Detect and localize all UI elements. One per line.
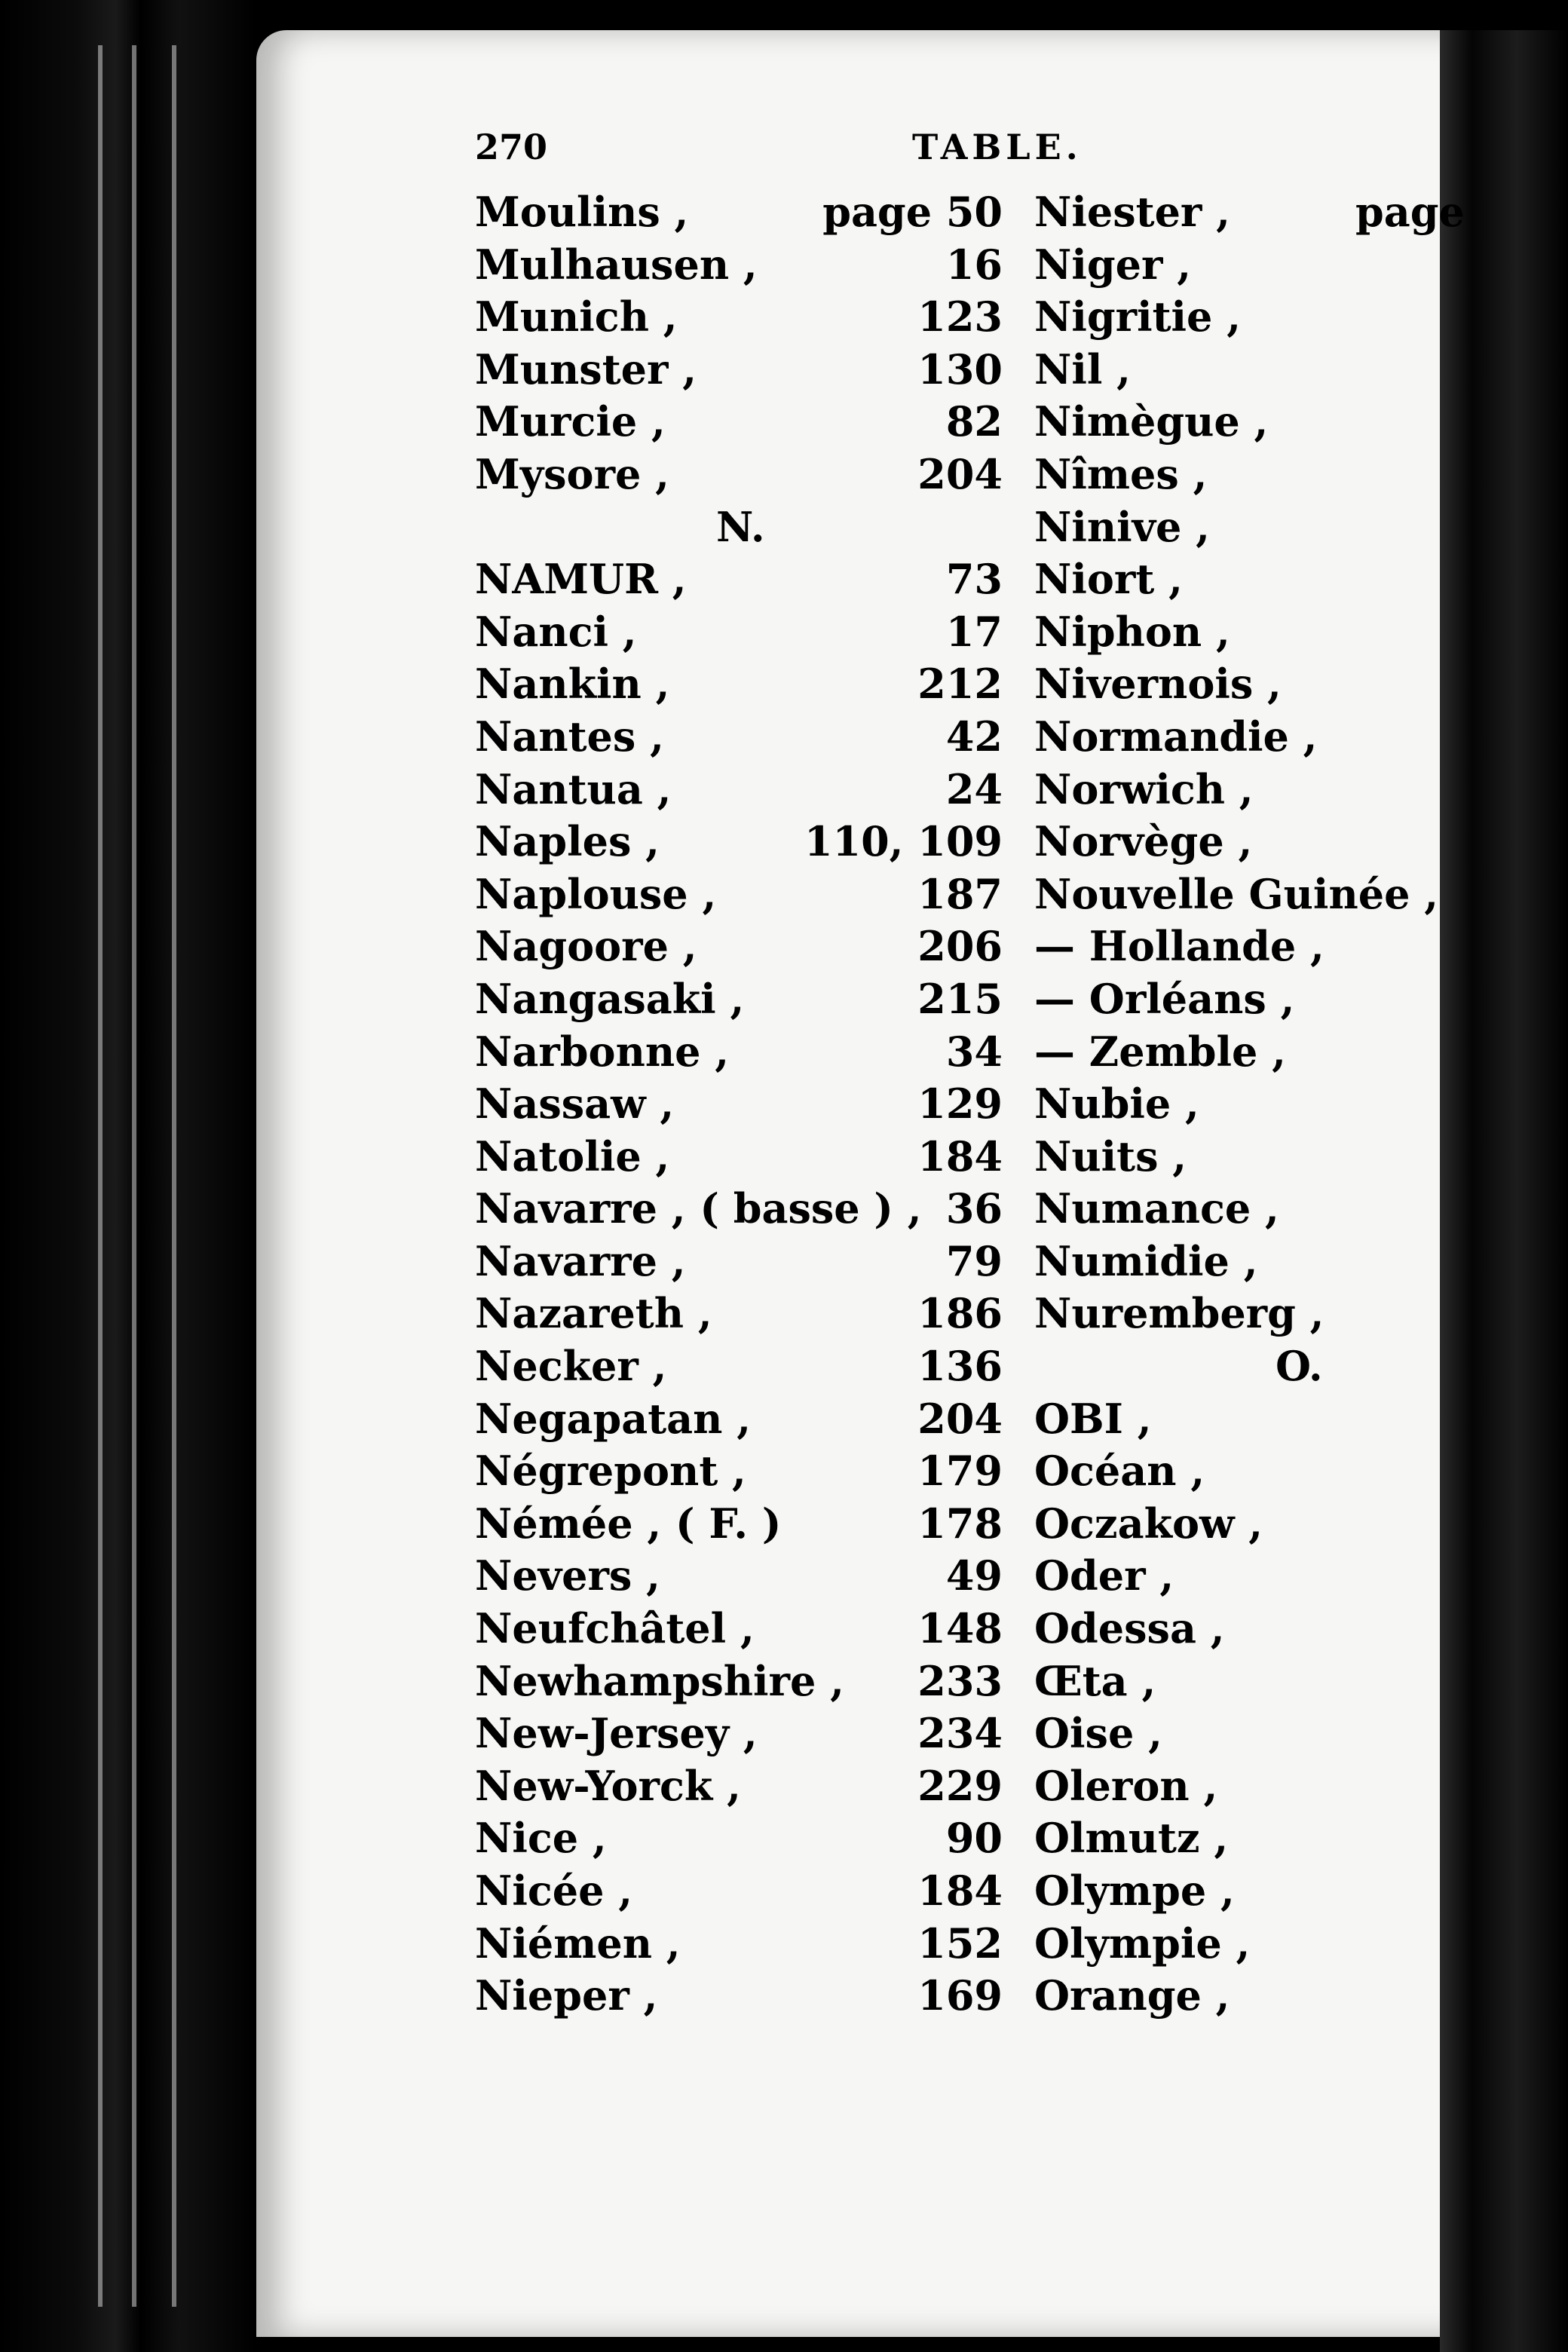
entry-page-number: 229 — [917, 1761, 1003, 1810]
index-entry — [475, 1236, 1003, 1288]
index-entry — [475, 1760, 1003, 1813]
entry-page-number: 90 — [945, 1814, 1003, 1863]
entry-name: Olympe , — [1034, 1867, 1235, 1915]
entry-name: Nigritie , — [1034, 292, 1242, 341]
entry-name: Nantes , — [475, 712, 664, 761]
index-entry — [475, 606, 1003, 659]
entry-name: Nuits , — [1034, 1132, 1187, 1181]
index-entry — [475, 764, 1003, 816]
index-entry — [475, 449, 1003, 501]
entry-page-number: 184 — [917, 1867, 1003, 1915]
entry-name: Navarre , ( basse ) , — [475, 1184, 922, 1233]
entry-name: Nouvelle Guinée , — [1034, 869, 1439, 918]
entry-name: N. — [716, 502, 765, 551]
entry-page-number: 24 — [945, 764, 1003, 813]
entry-page-number: page — [1355, 188, 1465, 236]
entry-name: Nuremberg , — [1034, 1289, 1325, 1338]
entry-page-number: 169 — [917, 1971, 1003, 2020]
index-entry — [1034, 1603, 1445, 1655]
index-entry — [1034, 1970, 1445, 2023]
index-entry — [1034, 973, 1445, 1026]
index-entry — [475, 658, 1003, 711]
entry-name: Négrepont , — [475, 1447, 746, 1496]
entry-name: Naples , — [475, 817, 660, 866]
entry-name: Oder , — [1034, 1551, 1174, 1600]
entry-name: Olympie , — [1034, 1919, 1251, 1968]
entry-name: Nankin , — [475, 660, 670, 709]
index-entry — [1034, 291, 1445, 344]
index-entry — [1034, 1445, 1445, 1498]
index-entry — [1034, 1236, 1445, 1288]
entry-name: Nagoore , — [475, 922, 697, 971]
index-entry — [1034, 1498, 1445, 1551]
entry-name: New-Jersey , — [475, 1709, 758, 1758]
entry-page-number: 233 — [917, 1656, 1003, 1705]
entry-name: — Hollande , — [1034, 922, 1325, 971]
entry-page-number: 49 — [945, 1551, 1003, 1600]
index-entry — [475, 1445, 1003, 1498]
entry-name: Oczakow , — [1034, 1499, 1263, 1548]
index-entry — [1034, 658, 1445, 711]
index-entry — [1034, 1183, 1445, 1236]
index-entry — [1034, 344, 1445, 397]
entry-page-number: 17 — [945, 607, 1003, 656]
entry-name: Nice , — [475, 1814, 607, 1863]
entry-page-number: 206 — [917, 922, 1003, 971]
entry-name: Nanci , — [475, 607, 637, 656]
index-entry — [1034, 816, 1445, 868]
index-entry — [1034, 606, 1445, 659]
page-header — [475, 127, 1455, 172]
section-letter-heading — [1034, 1340, 1445, 1393]
entry-name: Mulhausen , — [475, 240, 758, 289]
entry-page-number: 16 — [945, 240, 1003, 289]
index-entry — [1034, 764, 1445, 816]
index-entry — [475, 1550, 1003, 1603]
entry-page-number: 82 — [945, 397, 1003, 446]
index-entry — [1034, 1393, 1445, 1446]
page-number: 270 — [475, 127, 548, 167]
index-entry — [475, 1918, 1003, 1971]
entry-name: Orange , — [1034, 1971, 1230, 2020]
entry-name: Nantua , — [475, 764, 672, 813]
section-letter-heading — [475, 501, 1003, 554]
entry-name: Neufchâtel , — [475, 1604, 755, 1653]
index-entry — [475, 344, 1003, 397]
entry-page-number: 204 — [917, 449, 1003, 498]
entry-name: Nîmes , — [1034, 449, 1208, 498]
entry-name: Norvège , — [1034, 817, 1253, 866]
index-entry — [1034, 1026, 1445, 1079]
entry-name: Niémen , — [475, 1919, 681, 1968]
index-entry — [1034, 1760, 1445, 1813]
next-page-edge — [1440, 30, 1568, 2352]
entry-page-number: 178 — [917, 1499, 1003, 1548]
index-entry — [1034, 1288, 1445, 1340]
entry-name: Navarre , — [475, 1236, 686, 1285]
entry-name: Nazareth , — [475, 1289, 712, 1338]
entry-name: Norwich , — [1034, 764, 1254, 813]
entry-name: Niort , — [1034, 555, 1183, 604]
entry-name: Natolie , — [475, 1132, 670, 1181]
index-entry — [475, 553, 1003, 606]
index-entry — [475, 1131, 1003, 1184]
entry-name: Numidie , — [1034, 1236, 1258, 1285]
entry-name: Olmutz , — [1034, 1814, 1229, 1863]
index-entry — [475, 711, 1003, 764]
index-entry — [1034, 501, 1445, 554]
entry-page-number: 187 — [917, 869, 1003, 918]
page-title: TABLE. — [912, 127, 1083, 167]
entry-name: Némée , ( F. ) — [475, 1499, 782, 1548]
entry-page-number: 110, 109 — [804, 817, 1003, 866]
entry-name: Nil , — [1034, 345, 1131, 394]
entry-page-number: 73 — [945, 555, 1003, 604]
index-entry — [1034, 1865, 1445, 1918]
entry-name: Numance , — [1034, 1184, 1279, 1233]
entry-name: Narbonne , — [475, 1027, 730, 1076]
entry-page-number: 123 — [917, 292, 1003, 341]
index-entry — [1034, 449, 1445, 501]
index-entry — [1034, 868, 1445, 921]
entry-name: New-Yorck , — [475, 1761, 741, 1810]
entry-name: Odessa , — [1034, 1604, 1225, 1653]
entry-page-number: 36 — [945, 1184, 1003, 1233]
index-entry — [475, 1970, 1003, 2023]
entry-name: Moulins , — [475, 188, 689, 236]
index-entry — [1034, 239, 1445, 292]
entry-name: Nangasaki , — [475, 974, 745, 1023]
page-edge-line — [172, 45, 176, 2307]
index-entry — [475, 1812, 1003, 1865]
index-entry — [475, 1026, 1003, 1079]
index-entry — [475, 239, 1003, 292]
entry-name: Munster , — [475, 345, 697, 394]
index-entry — [475, 1288, 1003, 1340]
index-entry — [1034, 1078, 1445, 1131]
index-entry — [475, 291, 1003, 344]
index-entry — [475, 1603, 1003, 1655]
entry-name: Munich , — [475, 292, 678, 341]
entry-name: Ninive , — [1034, 502, 1210, 551]
index-entry — [1034, 1550, 1445, 1603]
index-entry — [475, 1393, 1003, 1446]
index-entry — [475, 973, 1003, 1026]
entry-name: Nimègue , — [1034, 397, 1269, 446]
entry-name: — Orléans , — [1034, 974, 1295, 1023]
entry-name: Nassaw , — [475, 1080, 675, 1129]
entry-name: Nubie , — [1034, 1080, 1199, 1129]
entry-page-number: 204 — [917, 1394, 1003, 1443]
entry-name: Murcie , — [475, 397, 666, 446]
index-entry — [475, 1865, 1003, 1918]
index-entry — [1034, 1655, 1445, 1708]
entry-name: Newhampshire , — [475, 1656, 844, 1705]
index-entry — [1034, 1918, 1445, 1971]
entry-name: Océan , — [1034, 1447, 1205, 1496]
index-column-right — [1034, 186, 1465, 2023]
entry-page-number: 34 — [945, 1027, 1003, 1076]
entry-name: OBI , — [1034, 1394, 1152, 1443]
index-entry — [475, 868, 1003, 921]
entry-name: NAMUR , — [475, 555, 687, 604]
index-entry — [475, 920, 1003, 973]
index-entry — [475, 186, 1003, 239]
index-entry — [475, 816, 1003, 868]
index-entry — [475, 1707, 1003, 1760]
entry-name: Negapatan , — [475, 1394, 752, 1443]
entry-name: Mysore , — [475, 449, 669, 498]
entry-name: Nivernois , — [1034, 660, 1282, 709]
entry-page-number: 215 — [917, 974, 1003, 1023]
entry-page-number: 79 — [945, 1236, 1003, 1285]
index-entry — [1034, 1707, 1445, 1760]
entry-page-number: page 50 — [822, 188, 1003, 236]
entry-name: Niester , — [1034, 188, 1230, 236]
entry-page-number: 42 — [945, 712, 1003, 761]
entry-page-number: 234 — [917, 1709, 1003, 1758]
index-entry — [1034, 396, 1445, 449]
index-entry — [475, 396, 1003, 449]
index-entry — [1034, 553, 1445, 606]
entry-page-number: 129 — [917, 1080, 1003, 1129]
entry-name: Œta , — [1034, 1656, 1156, 1705]
entry-name: Naplouse , — [475, 869, 717, 918]
entry-name: Necker , — [475, 1342, 667, 1391]
entry-name: Oleron , — [1034, 1761, 1218, 1810]
index-entry — [1034, 711, 1445, 764]
index-entry — [475, 1655, 1003, 1708]
entry-page-number: 186 — [917, 1289, 1003, 1338]
index-entry — [1034, 1812, 1445, 1865]
entry-page-number: 179 — [917, 1447, 1003, 1496]
entry-name: — Zemble , — [1034, 1027, 1286, 1076]
entry-name: Nevers , — [475, 1551, 660, 1600]
entry-page-number: 136 — [917, 1342, 1003, 1391]
book-spine — [0, 0, 256, 2352]
index-entry — [1034, 1131, 1445, 1184]
entry-name: Niphon , — [1034, 607, 1230, 656]
index-entry — [475, 1340, 1003, 1393]
entry-name: Nicée , — [475, 1867, 633, 1915]
entry-name: Oise , — [1034, 1709, 1162, 1758]
index-column-left — [475, 186, 1003, 2023]
entry-name: Normandie , — [1034, 712, 1318, 761]
entry-page-number: 184 — [917, 1132, 1003, 1181]
index-entry — [475, 1498, 1003, 1551]
page-edge-line — [132, 45, 136, 2307]
entry-name: Niger , — [1034, 240, 1192, 289]
index-entry — [475, 1183, 1003, 1236]
entry-page-number: 152 — [917, 1919, 1003, 1968]
entry-page-number: 148 — [917, 1604, 1003, 1653]
entry-page-number: 130 — [917, 345, 1003, 394]
index-entry — [475, 1078, 1003, 1131]
entry-name: O. — [1276, 1342, 1323, 1391]
page-edge-line — [98, 45, 103, 2307]
index-entry — [1034, 186, 1465, 239]
index-entry — [1034, 920, 1445, 973]
entry-page-number: 212 — [917, 660, 1003, 709]
entry-name: Nieper , — [475, 1971, 658, 2020]
